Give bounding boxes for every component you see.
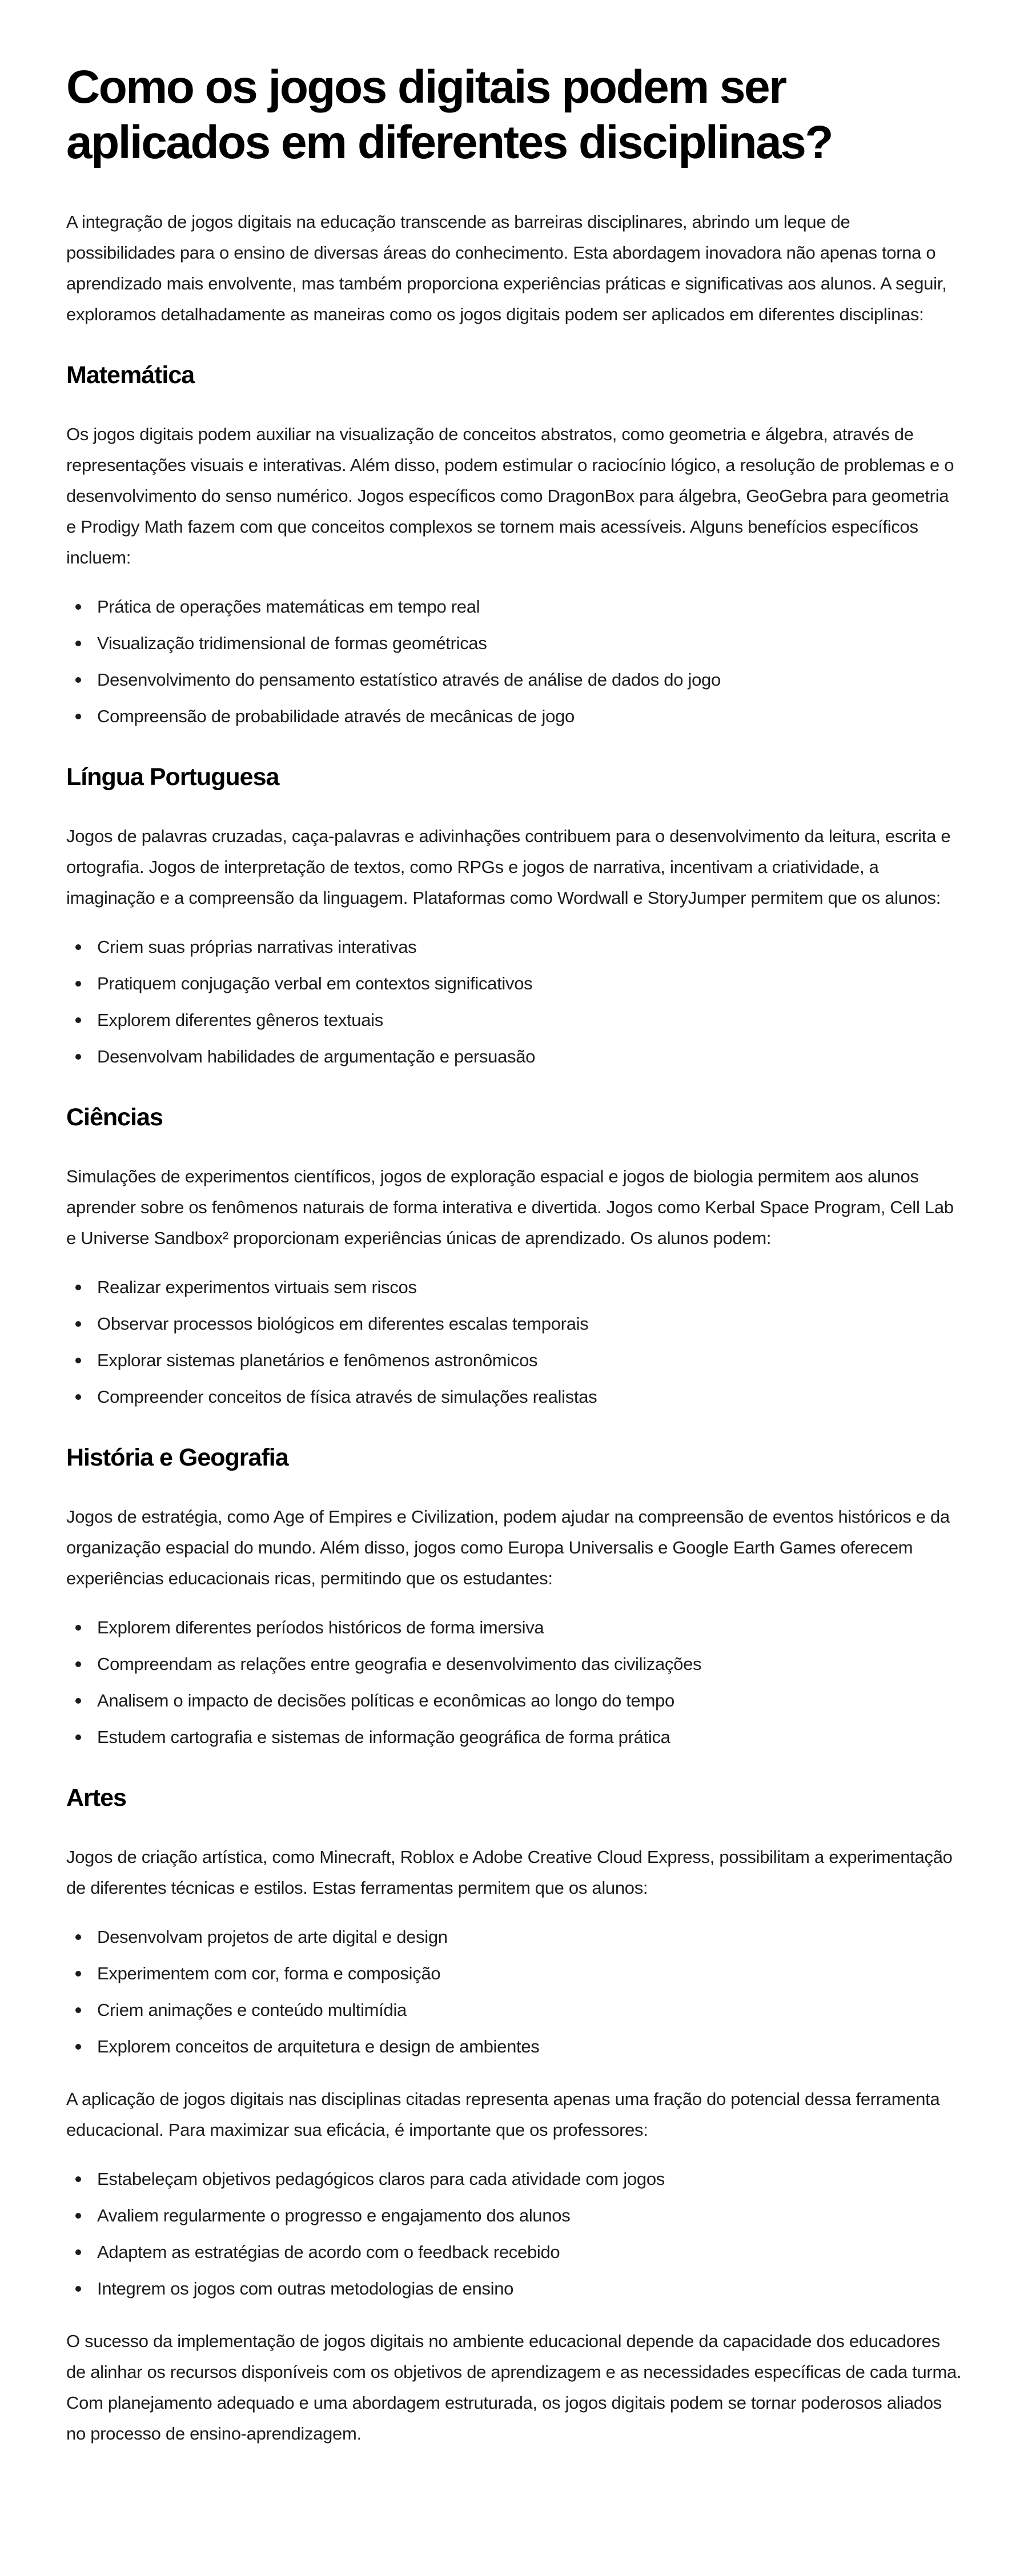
list-item-text: Integrem os jogos com outras metodologias de ensino [97, 2279, 514, 2299]
list-item [97, 1382, 962, 1412]
bullet-icon [75, 2286, 81, 2292]
list-item-text: Explorem diferentes períodos históricos de forma imersiva [97, 1617, 544, 1637]
list-item-text: Desenvolvimento do pensamento estatístico através de análise de dados do jogo [97, 670, 721, 690]
bullet-icon [75, 944, 81, 950]
section-heading: Matemática [66, 361, 195, 389]
list-item-text: Criem suas próprias narrativas interativas [97, 937, 417, 957]
list-item-text: Avaliem regularmente o progresso e engajamento dos alunos [97, 2205, 571, 2225]
bullet-icon [75, 1394, 81, 1400]
bullet-icon [75, 2044, 81, 2050]
list-item-text: Estudem cartografia e sistemas de informação geográfica de forma prática [97, 1727, 670, 1747]
bullet-list [66, 1612, 962, 1753]
list-item-text: Explorem conceitos de arquitetura e design de ambientes [97, 2036, 540, 2056]
list-item [97, 932, 962, 963]
list-item [97, 2031, 962, 2062]
list-item [97, 1995, 962, 2026]
bullet-list [66, 591, 962, 732]
list-item [97, 2237, 962, 2268]
bullet-icon [75, 714, 81, 719]
bullet-list [66, 2164, 962, 2304]
list-item-text: Adaptem as estratégias de acordo com o feedback recebido [97, 2242, 560, 2262]
list-item-text: Compreendam as relações entre geografia e desenvolvimento das civilizações [97, 1654, 702, 1674]
bullet-icon [75, 2213, 81, 2219]
paragraph: A aplicação de jogos digitais nas disciplinas citadas representa apenas uma fração do potencial dessa ferramenta educacional. Para maximizar sua eficácia, é importante que os professores: [66, 2089, 940, 2140]
list-item-text: Pratiquem conjugação verbal em contextos significativos [97, 973, 533, 993]
bullet-icon [75, 677, 81, 683]
list-item-text: Analisem o impacto de decisões políticas e econômicas ao longo do tempo [97, 1690, 674, 1710]
bullet-icon [75, 1054, 81, 1060]
list-item-text: Visualização tridimensional de formas geométricas [97, 633, 487, 653]
bullet-icon [75, 1661, 81, 1667]
bullet-list [66, 1272, 962, 1412]
bullet-icon [75, 1934, 81, 1940]
list-item [97, 628, 962, 659]
bullet-icon [75, 981, 81, 987]
list-item [97, 2200, 962, 2231]
bullet-icon [75, 1017, 81, 1023]
list-item-text: Desenvolvam projetos de arte digital e design [97, 1927, 448, 1947]
list-item-text: Criem animações e conteúdo multimídia [97, 2000, 407, 2020]
list-item [97, 1345, 962, 1376]
list-item-text: Explorar sistemas planetários e fenômenos astronômicos [97, 1350, 538, 1370]
paragraph: Simulações de experimentos científicos, jogos de exploração espacial e jogos de biologia permitem aos alunos aprender sobre os fenômenos naturais de forma interativa e divertida. Jogos como Kerbal Space Program, Cell Lab e Universe Sandbox² proporcionam experiências únicas de aprendizado. Os alunos podem: [66, 1166, 954, 1248]
bullet-icon [75, 641, 81, 646]
list-item [97, 1922, 962, 1953]
paragraph: Jogos de palavras cruzadas, caça-palavras e adivinhações contribuem para o desenvolvimento da leitura, escrita e ortografia. Jogos de interpretação de textos, como RPGs e jogos de narrativa, incentivam a criatividade, a imaginação e a compreensão da linguagem. Plataformas como Wordwall e StoryJumper permitem que os alunos: [66, 826, 951, 908]
bullet-icon [75, 1285, 81, 1290]
list-item-text: Compreensão de probabilidade através de mecânicas de jogo [97, 706, 575, 726]
list-item [97, 1958, 962, 1989]
bullet-icon [75, 1358, 81, 1363]
list-item [97, 1041, 962, 1072]
list-item [97, 1649, 962, 1680]
paragraph: Os jogos digitais podem auxiliar na visualização de conceitos abstratos, como geometria e álgebra, através de representações visuais e interativas. Além disso, podem estimular o raciocínio lógico, a resolução de problemas e o desenvolvimento do senso numérico. Jogos específicos como DragonBox para álgebra, GeoGebra para geometria e Prodigy Math fazem com que conceitos complexos se tornem mais acessíveis. Alguns benefícios específicos incluem: [66, 424, 954, 567]
list-item-text: Explorem diferentes gêneros textuais [97, 1010, 383, 1030]
list-item-text: Realizar experimentos virtuais sem riscos [97, 1277, 417, 1297]
page-title: Como os jogos digitais podem ser aplicados em diferentes disciplinas? [66, 61, 832, 168]
list-item-text: Experimentem com cor, forma e composição [97, 1963, 441, 1983]
paragraph: Jogos de estratégia, como Age of Empires e Civilization, podem ajudar na compreensão de eventos históricos e da organização espacial do mundo. Além disso, jogos como Europa Universalis e Google Earth Games oferecem experiências educacionais ricas, permitindo que os estudantes: [66, 1507, 950, 1588]
paragraph: Jogos de criação artística, como Minecraft, Roblox e Adobe Creative Cloud Express, possibilitam a experimentação de diferentes técnicas e estilos. Estas ferramentas permitem que os alunos: [66, 1847, 953, 1898]
list-item [97, 1612, 962, 1643]
list-item-text: Observar processos biológicos em diferentes escalas temporais [97, 1314, 589, 1334]
bullet-icon [75, 2007, 81, 2013]
list-item [97, 1722, 962, 1753]
section-heading: História e Geografia [66, 1444, 288, 1471]
bullet-icon [75, 1321, 81, 1327]
bullet-list [66, 1922, 962, 2062]
list-item [97, 1309, 962, 1339]
section-heading: Ciências [66, 1104, 163, 1131]
bullet-icon [75, 1971, 81, 1977]
list-item-text: Estabeleçam objetivos pedagógicos claros para cada atividade com jogos [97, 2169, 665, 2189]
bullet-list [66, 932, 962, 1072]
bullet-icon [75, 2176, 81, 2182]
section-heading: Língua Portuguesa [66, 763, 279, 791]
list-item-text: Compreender conceitos de física através de simulações realistas [97, 1387, 597, 1407]
paragraph: A integração de jogos digitais na educação transcende as barreiras disciplinares, abrindo um leque de possibilidades para o ensino de diversas áreas do conhecimento. Esta abordagem inovadora não apenas torna o aprendizado mais envolvente, mas também proporciona experiências práticas e significativas aos alunos. A seguir, exploramos detalhadamente as maneiras como os jogos digitais podem ser aplicados em diferentes disciplinas: [66, 212, 947, 324]
list-item [97, 701, 962, 732]
bullet-icon [75, 1698, 81, 1704]
list-item [97, 968, 962, 999]
bullet-icon [75, 2249, 81, 2255]
bullet-icon [75, 1734, 81, 1740]
bullet-icon [75, 604, 81, 610]
list-item-text: Prática de operações matemáticas em tempo real [97, 597, 480, 617]
list-item [97, 2164, 962, 2195]
bullet-icon [75, 1625, 81, 1631]
list-item [97, 591, 962, 622]
section-heading: Artes [66, 1784, 126, 1812]
list-item [97, 1685, 962, 1716]
list-item [97, 2273, 962, 2304]
list-item [97, 1005, 962, 1036]
article-body [66, 207, 962, 2449]
paragraph: O sucesso da implementação de jogos digitais no ambiente educacional depende da capacidade dos educadores de alinhar os recursos disponíveis com os objetivos de aprendizagem e as necessidades específicas de cada turma. Com planejamento adequado e uma abordagem estruturada, os jogos digitais podem se tornar poderosos aliados no processo de ensino-aprendizagem. [66, 2331, 962, 2444]
list-item [97, 1272, 962, 1303]
list-item [97, 665, 962, 695]
list-item-text: Desenvolvam habilidades de argumentação e persuasão [97, 1046, 536, 1066]
